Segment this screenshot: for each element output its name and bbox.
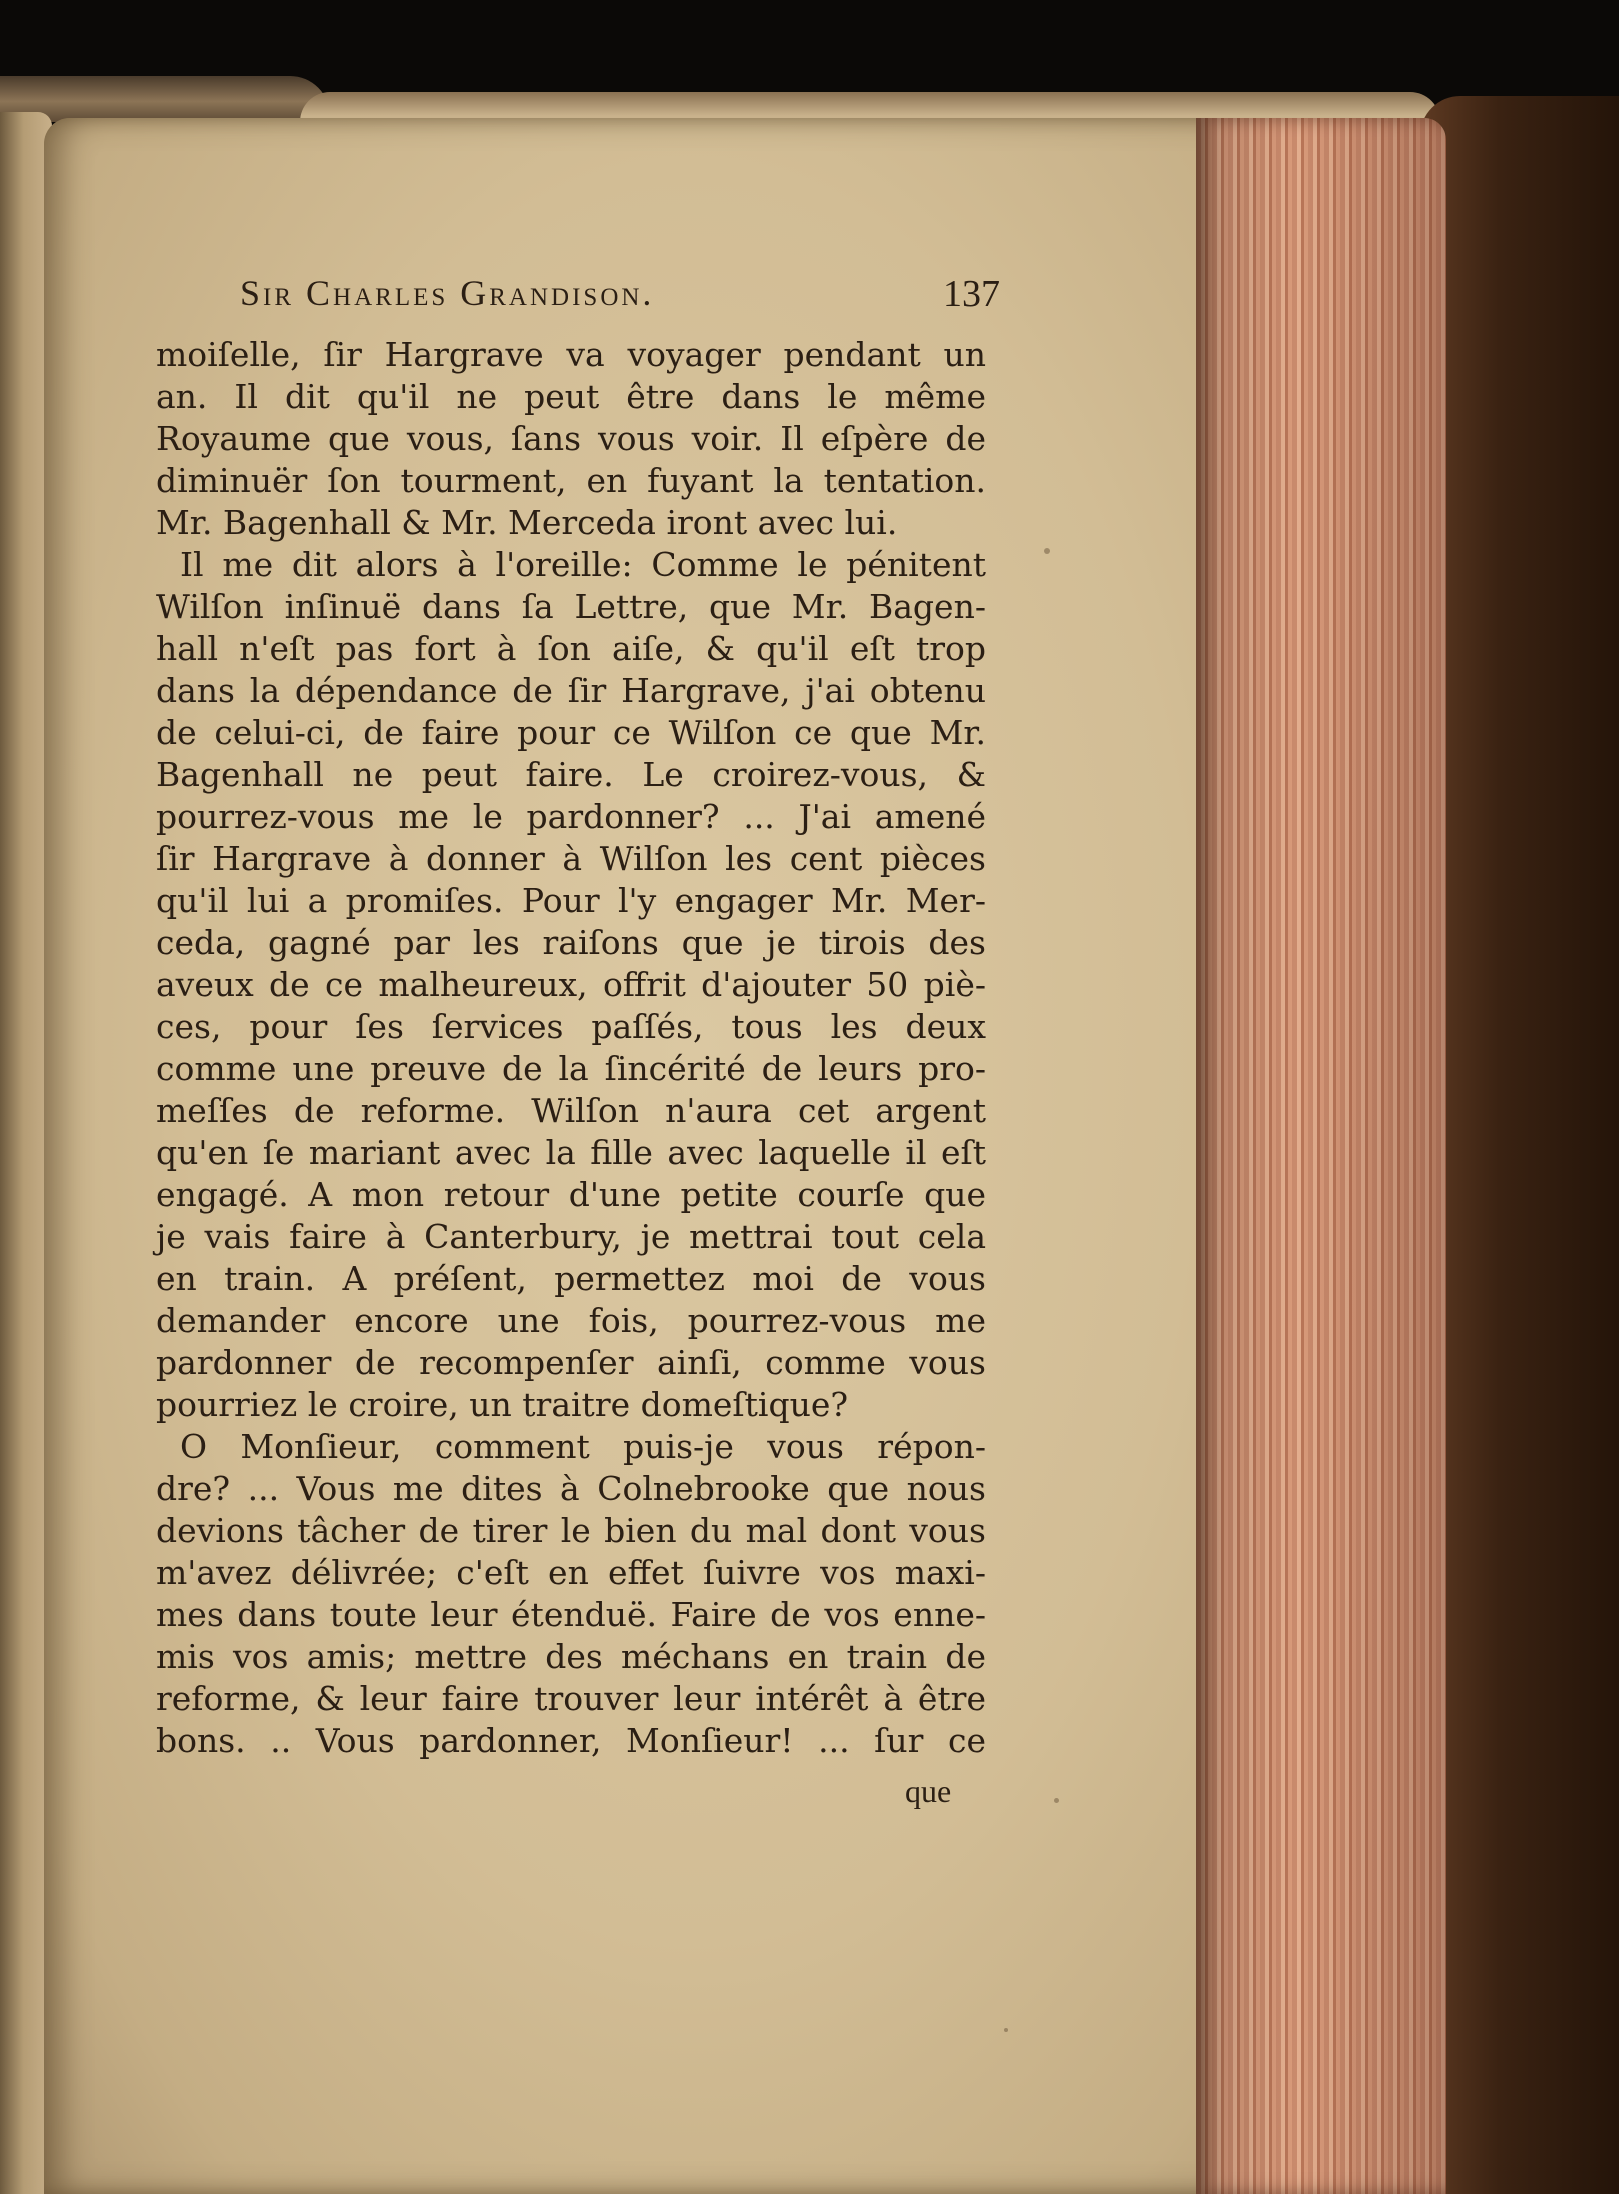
text-line: Mr. Bagenhall & Mr. Merceda iront avec lui. <box>156 503 898 542</box>
text-line: reforme, & leur faire trouver leur intérêt à être <box>156 1679 986 1718</box>
text-line: ceda, gagné par les raiſons que je tirois des <box>156 923 986 962</box>
text-line: pourrez-vous me le pardonner? ... J'ai amené <box>156 797 986 836</box>
fore-edge-shading <box>1196 118 1446 2194</box>
leather-cover <box>1420 96 1619 2194</box>
text-line: demander encore une fois, pourrez-vous me <box>156 1301 986 1340</box>
catchword: que <box>905 1773 952 1809</box>
text-line: Wilſon inſinuë dans ſa Lettre, que Mr. Bagen- <box>156 587 986 626</box>
paper-speck <box>1044 548 1050 554</box>
text-line: dre? ... Vous me dites à Colnebrooke que nous <box>156 1469 986 1508</box>
text-line: mes dans toute leur étenduë. Faire de vos enne- <box>156 1595 986 1634</box>
text-line: hall n'eſt pas fort à ſon aiſe, & qu'il eſt trop <box>156 629 986 668</box>
text-line: de celui-ci, de faire pour ce Wilſon ce que Mr. <box>156 713 986 752</box>
text-line: ſir Hargrave à donner à Wilſon les cent pièces <box>156 839 986 878</box>
text-line: m'avez délivrée; c'eſt en effet ſuivre vos maxi- <box>156 1553 986 1592</box>
text-line: dans la dépendance de ſir Hargrave, j'ai obtenu <box>156 671 986 710</box>
text-line: Il me dit alors à l'oreille: Comme le pénitent <box>180 545 986 584</box>
text-line: ces, pour ſes ſervices paſſés, tous les deux <box>156 1007 986 1046</box>
running-head <box>240 272 1000 322</box>
text-line: diminuër ſon tourment, en fuyant la tentation. <box>156 461 986 500</box>
text-line: moiſelle, ſir Hargrave va voyager pendant un <box>156 335 986 374</box>
text-line: qu'il lui a promiſes. Pour l'y engager Mr. Mer- <box>156 881 986 920</box>
text-line: en train. A préſent, permettez moi de vous <box>156 1259 986 1298</box>
text-line: Bagenhall ne peut faire. Le croirez-vous, & <box>156 755 986 794</box>
text-line: O Monſieur, comment puis-je vous répon- <box>180 1427 986 1466</box>
running-head-title: Sir Charles Grandison. <box>240 273 655 313</box>
text-line: pourriez le croire, un traitre domeſtique? <box>156 1385 849 1424</box>
text-line: qu'en ſe mariant avec la fille avec laquelle il eſt <box>156 1133 986 1172</box>
text-line: devions tâcher de tirer le bien du mal dont vous <box>156 1511 986 1550</box>
text-line: pardonner de recompenſer ainſi, comme vous <box>156 1343 986 1382</box>
text-line: je vais faire à Canterbury, je mettrai tout cela <box>156 1217 986 1256</box>
left-binding-edge <box>0 76 330 122</box>
text-line: comme une preuve de la ſincérité de leurs pro- <box>156 1049 986 1088</box>
paper-speck <box>1004 2028 1008 2032</box>
text-line: an. Il dit qu'il ne peut être dans le même <box>156 377 986 416</box>
text-line: meſſes de reforme. Wilſon n'aura cet argent <box>156 1091 986 1130</box>
page-number: 137 <box>943 273 1000 315</box>
text-line: aveux de ce malheureux, offrit d'ajouter 50 piè- <box>156 965 986 1004</box>
text-line: Royaume que vous, ſans vous voir. Il eſpère de <box>156 419 986 458</box>
paper-speck <box>1054 1798 1059 1803</box>
text-line: mis vos amis; mettre des méchans en train de <box>156 1637 986 1676</box>
text-line: bons. .. Vous pardonner, Monſieur! ... ſur ce <box>156 1721 986 1760</box>
text-line: engagé. A mon retour d'une petite courſe que <box>156 1175 986 1214</box>
